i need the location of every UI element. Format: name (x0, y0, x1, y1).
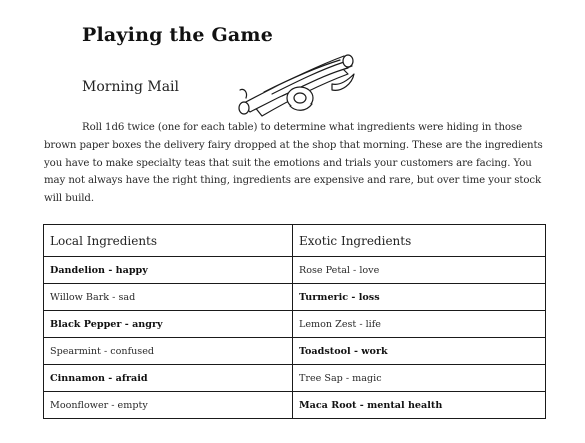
table-row (44, 338, 546, 365)
page-title: Playing the Game (82, 24, 274, 46)
rolled-scroll-icon (236, 50, 360, 120)
exotic-ingredient-cell: Maca Root - mental health (293, 392, 546, 419)
table-row (44, 257, 546, 284)
exotic-ingredient-cell: Tree Sap - magic (293, 365, 546, 392)
ingredients-table (43, 224, 546, 419)
local-ingredient-cell: Dandelion - happy (44, 257, 293, 284)
section-subtitle: Morning Mail (82, 79, 180, 95)
header-local-ingredients: Local Ingredients (44, 225, 293, 257)
local-ingredient-cell: Black Pepper - angry (44, 311, 293, 338)
table-row (44, 311, 546, 338)
exotic-ingredient-cell: Rose Petal - love (293, 257, 546, 284)
local-ingredient-cell: Cinnamon - afraid (44, 365, 293, 392)
exotic-ingredient-cell: Lemon Zest - life (293, 311, 546, 338)
local-ingredient-cell: Willow Bark - sad (44, 284, 293, 311)
local-ingredient-cell: Moonflower - empty (44, 392, 293, 419)
table-row (44, 284, 546, 311)
exotic-ingredient-cell: Toadstool - work (293, 338, 546, 365)
exotic-ingredient-cell: Turmeric - loss (293, 284, 546, 311)
table-header-row (44, 225, 546, 257)
table-row (44, 392, 546, 419)
intro-paragraph: Roll 1d6 twice (one for each table) to determine what ingredients were hiding in those brown paper boxes the delivery fairy dropped at the shop that morning. These are the ingredients you have to make specialty teas that suit the emotions and trials your customers are facing. You may not always have the right thing, ingredients are expensive and rare, but over time your stock will build. (44, 122, 543, 205)
header-exotic-ingredients: Exotic Ingredients (293, 225, 546, 257)
table-row (44, 365, 546, 392)
local-ingredient-cell: Spearmint - confused (44, 338, 293, 365)
